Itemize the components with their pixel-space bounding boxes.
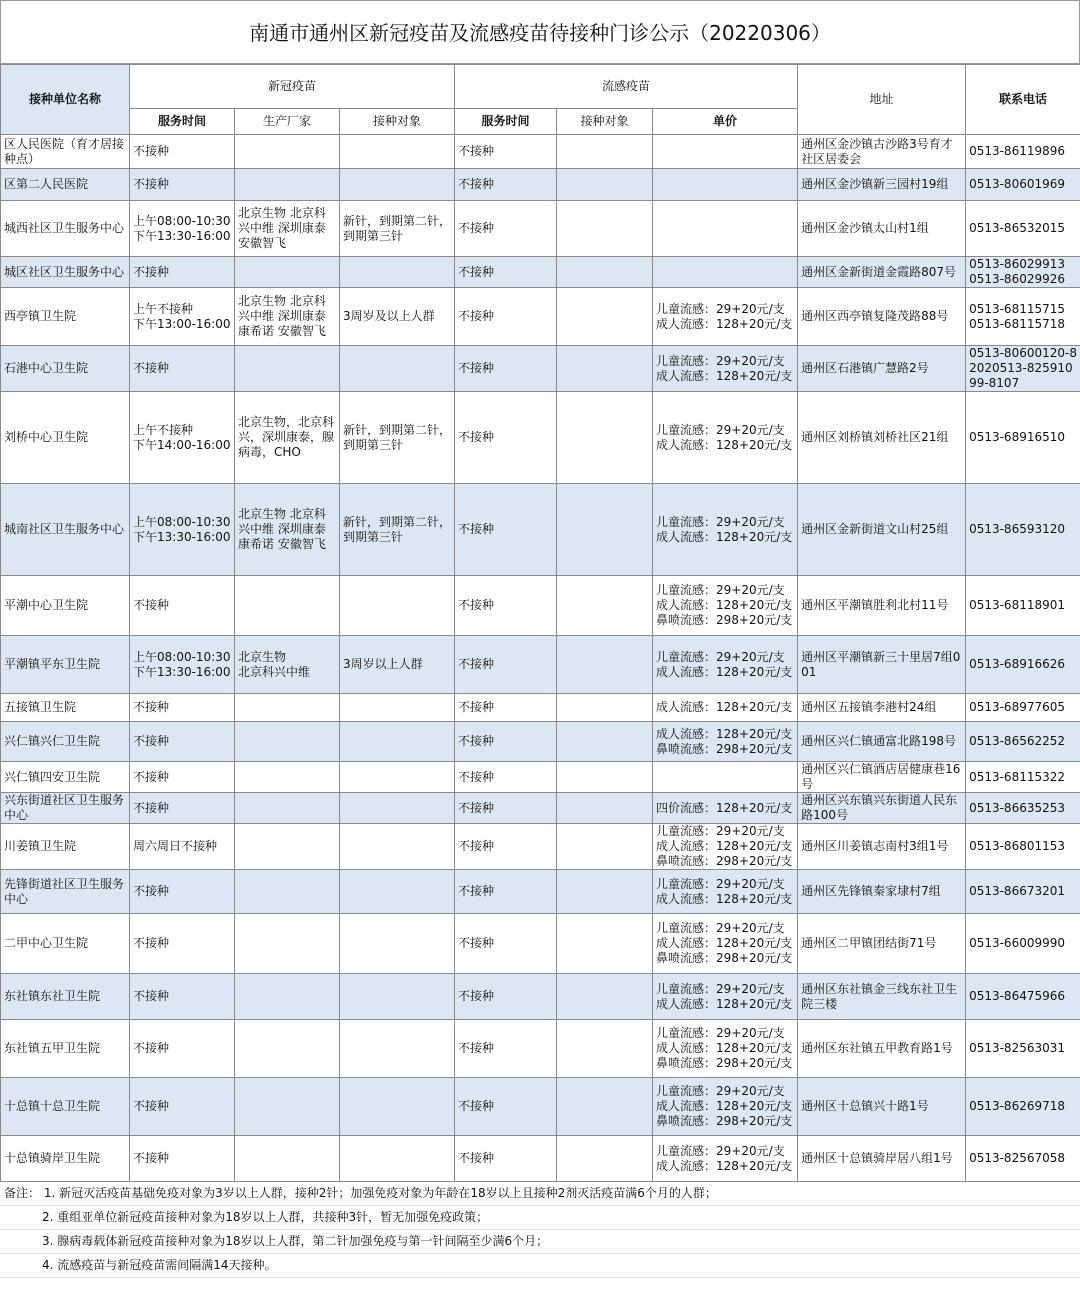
unit-name-cell: 西亭镇卫生院 [1,288,130,346]
flu-time-cell: 不接种 [455,1078,557,1136]
table-row [1,288,1080,346]
flu-target-cell [557,576,653,636]
covid-time-cell: 不接种 [130,1078,235,1136]
address-cell: 通州区平潮镇胜利北村11号 [798,576,966,636]
table-row [1,636,1080,694]
unit-name-cell: 兴仁镇兴仁卫生院 [1,722,130,762]
covid-target-cell: 新针，到期第二针，到期第三针 [340,392,455,484]
address-cell: 通州区兴仁镇酒店居健康巷16号 [798,762,966,793]
unit-name-cell: 兴仁镇四安卫生院 [1,762,130,793]
flu-time-cell: 不接种 [455,914,557,974]
table-row [1,694,1080,722]
unit-name-cell: 刘桥中心卫生院 [1,392,130,484]
unit-name-cell: 十总镇十总卫生院 [1,1078,130,1136]
covid-time-cell: 不接种 [130,722,235,762]
flu-price-cell [653,169,798,201]
header-covid-time: 服务时间 [130,109,235,135]
unit-name-cell: 五接镇卫生院 [1,694,130,722]
notes [0,1182,1080,1278]
flu-time-cell: 不接种 [455,484,557,576]
covid-maker-cell [235,1136,340,1182]
flu-target-cell [557,762,653,793]
covid-time-cell: 不接种 [130,694,235,722]
covid-maker-cell: 北京生物，北京科兴，深圳康泰，腺病毒，CHO [235,392,340,484]
table-row [1,762,1080,793]
flu-time-cell: 不接种 [455,1136,557,1182]
covid-time-cell: 不接种 [130,576,235,636]
covid-target-cell [340,1020,455,1078]
header-address: 地址 [798,65,966,135]
covid-target-cell [340,824,455,870]
flu-target-cell [557,484,653,576]
flu-time-cell: 不接种 [455,169,557,201]
flu-target-cell [557,870,653,914]
flu-price-cell [653,135,798,169]
flu-time-cell: 不接种 [455,392,557,484]
covid-target-cell: 新针，到期第二针，到期第三针 [340,484,455,576]
table-row [1,793,1080,824]
covid-time-cell: 不接种 [130,257,235,288]
flu-price-cell: 儿童流感：29+20元/支 成人流感：128+20元/支 [653,392,798,484]
covid-target-cell [340,135,455,169]
unit-name-cell: 平潮镇平东卫生院 [1,636,130,694]
table-row [1,914,1080,974]
address-cell: 通州区金新街道金霞路807号 [798,257,966,288]
covid-maker-cell: 北京生物 北京科兴中维 深圳康泰 康希诺 安徽智飞 [235,288,340,346]
unit-name-cell: 东社镇东社卫生院 [1,974,130,1020]
flu-time-cell: 不接种 [455,722,557,762]
header-flu-price: 单价 [653,109,798,135]
header-covid-target: 接种对象 [340,109,455,135]
covid-maker-cell [235,1020,340,1078]
phone-cell: 0513-68916510 [966,392,1080,484]
covid-time-cell: 不接种 [130,135,235,169]
address-cell: 通州区先锋镇秦家埭村7组 [798,870,966,914]
table-row [1,201,1080,257]
address-cell: 通州区金沙镇太山村1组 [798,201,966,257]
unit-name-cell: 区第二人民医院 [1,169,130,201]
unit-name-cell: 石港中心卫生院 [1,346,130,392]
covid-maker-cell: 北京生物 北京科兴中维 深圳康泰 安徽智飞 [235,201,340,257]
address-cell: 通州区兴仁镇通富北路198号 [798,722,966,762]
covid-maker-cell [235,135,340,169]
address-cell: 通州区金沙镇新三园村19组 [798,169,966,201]
flu-time-cell: 不接种 [455,257,557,288]
flu-time-cell: 不接种 [455,762,557,793]
flu-price-cell: 儿童流感：29+20元/支 成人流感：128+20元/支 [653,484,798,576]
address-cell: 通州区刘桥镇刘桥社区21组 [798,392,966,484]
header-covid-maker: 生产厂家 [235,109,340,135]
unit-name-cell: 十总镇骑岸卫生院 [1,1136,130,1182]
flu-time-cell: 不接种 [455,636,557,694]
flu-target-cell [557,722,653,762]
covid-maker-cell [235,257,340,288]
phone-cell: 0513-86593120 [966,484,1080,576]
flu-price-cell [653,257,798,288]
covid-time-cell: 上午不接种 下午13:00-16:00 [130,288,235,346]
covid-target-cell [340,257,455,288]
phone-cell: 0513-68118901 [966,576,1080,636]
flu-target-cell [557,974,653,1020]
header-flu: 流感疫苗 [455,65,798,109]
covid-time-cell: 不接种 [130,870,235,914]
flu-time-cell: 不接种 [455,1020,557,1078]
table-row [1,974,1080,1020]
covid-maker-cell [235,974,340,1020]
flu-price-cell: 儿童流感：29+20元/支 成人流感：128+20元/支 鼻喷流感：298+20元/支 [653,576,798,636]
flu-target-cell [557,793,653,824]
phone-cell: 0513-86532015 [966,201,1080,257]
phone-cell: 0513-82563031 [966,1020,1080,1078]
covid-time-cell: 上午08:00-10:30 下午13:30-16:00 [130,484,235,576]
flu-target-cell [557,392,653,484]
covid-time-cell: 上午不接种 下午14:00-16:00 [130,392,235,484]
unit-name-cell: 东社镇五甲卫生院 [1,1020,130,1078]
unit-name-cell: 区人民医院（育才居接种点） [1,135,130,169]
covid-target-cell [340,914,455,974]
table-row [1,484,1080,576]
table-row [1,722,1080,762]
phone-cell: 0513-68916626 [966,636,1080,694]
covid-time-cell: 上午08:00-10:30 下午13:30-16:00 [130,201,235,257]
phone-cell: 0513-86029913 0513-86029926 [966,257,1080,288]
phone-cell: 0513-86801153 [966,824,1080,870]
table-row [1,135,1080,169]
covid-maker-cell [235,870,340,914]
header-flu-target: 接种对象 [557,109,653,135]
covid-maker-cell [235,576,340,636]
note-item: 4. 流感疫苗与新冠疫苗需间隔满14天接种。 [0,1254,1080,1278]
flu-target-cell [557,1078,653,1136]
flu-target-cell [557,346,653,392]
address-cell: 通州区十总镇骑岸居八组1号 [798,1136,966,1182]
address-cell: 通州区平潮镇新三十里居7组001 [798,636,966,694]
covid-target-cell: 3周岁以上人群 [340,636,455,694]
flu-time-cell: 不接种 [455,288,557,346]
flu-price-cell: 儿童流感：29+20元/支 成人流感：128+20元/支 鼻喷流感：298+20元/支 [653,1078,798,1136]
flu-price-cell: 儿童流感：29+20元/支 成人流感：128+20元/支 [653,346,798,392]
unit-name-cell: 二甲中心卫生院 [1,914,130,974]
phone-cell: 0513-80601969 [966,169,1080,201]
address-cell: 通州区川姜镇志南村3组1号 [798,824,966,870]
flu-time-cell: 不接种 [455,201,557,257]
flu-target-cell [557,914,653,974]
covid-maker-cell: 北京生物 北京科兴中维 深圳康泰 康希诺 安徽智飞 [235,484,340,576]
note-item: 2. 重组亚单位新冠疫苗接种对象为18岁以上人群，共接种3针，暂无加强免疫政策； [0,1206,1080,1230]
flu-target-cell [557,169,653,201]
flu-price-cell [653,762,798,793]
unit-name-cell: 平潮中心卫生院 [1,576,130,636]
phone-cell: 0513-86635253 [966,793,1080,824]
flu-time-cell: 不接种 [455,870,557,914]
note-item: 3. 腺病毒载体新冠疫苗接种对象为18岁以上人群，第二针加强免疫与第一针间隔至少满6个月； [0,1230,1080,1254]
phone-cell: 0513-68977605 [966,694,1080,722]
flu-target-cell [557,201,653,257]
covid-maker-cell: 北京生物 北京科兴中维 [235,636,340,694]
page-title: 南通市通州区新冠疫苗及流感疫苗待接种门诊公示（20220306） [0,0,1080,64]
address-cell: 通州区兴东镇兴东街道人民东路100号 [798,793,966,824]
flu-target-cell [557,135,653,169]
unit-name-cell: 兴东街道社区卫生服务中心 [1,793,130,824]
address-cell: 通州区金新街道文山村25组 [798,484,966,576]
covid-time-cell: 不接种 [130,914,235,974]
covid-target-cell [340,169,455,201]
covid-time-cell: 不接种 [130,169,235,201]
header-unit: 接种单位名称 [1,65,130,135]
covid-target-cell [340,762,455,793]
flu-time-cell: 不接种 [455,824,557,870]
flu-time-cell: 不接种 [455,576,557,636]
unit-name-cell: 城南社区卫生服务中心 [1,484,130,576]
covid-target-cell [340,346,455,392]
covid-target-cell [340,1078,455,1136]
table-row [1,1136,1080,1182]
flu-time-cell: 不接种 [455,793,557,824]
covid-time-cell: 不接种 [130,974,235,1020]
address-cell: 通州区十总镇兴十路1号 [798,1078,966,1136]
table-row [1,257,1080,288]
flu-target-cell [557,824,653,870]
table-row [1,169,1080,201]
covid-target-cell [340,870,455,914]
flu-target-cell [557,288,653,346]
flu-time-cell: 不接种 [455,694,557,722]
table-row [1,392,1080,484]
phone-cell: 0513-82567058 [966,1136,1080,1182]
flu-price-cell: 儿童流感：29+20元/支 成人流感：128+20元/支 [653,870,798,914]
phone-cell: 0513-86673201 [966,870,1080,914]
address-cell: 通州区二甲镇团结街71号 [798,914,966,974]
covid-target-cell [340,694,455,722]
covid-target-cell: 新针，到期第二针，到期第三针 [340,201,455,257]
flu-target-cell [557,694,653,722]
flu-target-cell [557,1136,653,1182]
phone-cell: 0513-86475966 [966,974,1080,1020]
covid-maker-cell [235,694,340,722]
address-cell: 通州区西亭镇复隆茂路88号 [798,288,966,346]
address-cell: 通州区东社镇五甲教育路1号 [798,1020,966,1078]
phone-cell: 0513-68115715 0513-68115718 [966,288,1080,346]
table-row [1,346,1080,392]
flu-price-cell: 成人流感：128+20元/支 [653,694,798,722]
flu-target-cell [557,636,653,694]
flu-time-cell: 不接种 [455,135,557,169]
table-row [1,576,1080,636]
table-row [1,870,1080,914]
header-phone: 联系电话 [966,65,1080,135]
flu-price-cell: 儿童流感：29+20元/支 成人流感：128+20元/支 [653,1136,798,1182]
flu-price-cell: 儿童流感：29+20元/支 成人流感：128+20元/支 [653,288,798,346]
table-row [1,1020,1080,1078]
flu-price-cell: 成人流感：128+20元/支 鼻喷流感：298+20元/支 [653,722,798,762]
covid-target-cell [340,974,455,1020]
unit-name-cell: 城区社区卫生服务中心 [1,257,130,288]
covid-time-cell: 周六周日不接种 [130,824,235,870]
header-covid: 新冠疫苗 [130,65,455,109]
covid-maker-cell [235,824,340,870]
address-cell: 通州区五接镇李港村24组 [798,694,966,722]
address-cell: 通州区石港镇广慧路2号 [798,346,966,392]
covid-time-cell: 上午08:00-10:30 下午13:30-16:00 [130,636,235,694]
phone-cell: 0513-66009990 [966,914,1080,974]
flu-time-cell: 不接种 [455,346,557,392]
covid-maker-cell [235,722,340,762]
covid-time-cell: 不接种 [130,793,235,824]
table-row [1,1078,1080,1136]
covid-maker-cell [235,914,340,974]
covid-maker-cell [235,762,340,793]
covid-target-cell [340,576,455,636]
covid-target-cell [340,793,455,824]
phone-cell: 0513-80600120-82020513-82591099-8107 [966,346,1080,392]
phone-cell: 0513-86269718 [966,1078,1080,1136]
address-cell: 通州区东社镇金三线东社卫生院三楼 [798,974,966,1020]
covid-maker-cell [235,346,340,392]
covid-time-cell: 不接种 [130,762,235,793]
flu-target-cell [557,257,653,288]
flu-price-cell: 儿童流感：29+20元/支 成人流感：128+20元/支 [653,974,798,1020]
flu-price-cell: 儿童流感：29+20元/支 成人流感：128+20元/支 [653,636,798,694]
covid-target-cell [340,1136,455,1182]
phone-cell: 0513-68115322 [966,762,1080,793]
flu-price-cell: 儿童流感：29+20元/支 成人流感：128+20元/支 鼻喷流感：298+20元/支 [653,824,798,870]
unit-name-cell: 先锋街道社区卫生服务中心 [1,870,130,914]
covid-maker-cell [235,1078,340,1136]
flu-time-cell: 不接种 [455,974,557,1020]
covid-time-cell: 不接种 [130,1136,235,1182]
table-row [1,824,1080,870]
flu-price-cell: 四价流感：128+20元/支 [653,793,798,824]
covid-time-cell: 不接种 [130,346,235,392]
covid-time-cell: 不接种 [130,1020,235,1078]
flu-price-cell [653,201,798,257]
flu-price-cell: 儿童流感：29+20元/支 成人流感：128+20元/支 鼻喷流感：298+20元/支 [653,914,798,974]
unit-name-cell: 川姜镇卫生院 [1,824,130,870]
flu-price-cell: 儿童流感：29+20元/支 成人流感：128+20元/支 鼻喷流感：298+20元/支 [653,1020,798,1078]
phone-cell: 0513-86562252 [966,722,1080,762]
covid-maker-cell [235,793,340,824]
covid-target-cell [340,722,455,762]
clinic-table [0,64,1080,1182]
unit-name-cell: 城西社区卫生服务中心 [1,201,130,257]
header-flu-time: 服务时间 [455,109,557,135]
note-item: 备注： 1. 新冠灭活疫苗基础免疫对象为3岁以上人群，接种2针；加强免疫对象为年龄在18岁以上且接种2剂灭活疫苗满6个月的人群； [0,1182,1080,1206]
address-cell: 通州区金沙镇古沙路3号育才社区居委会 [798,135,966,169]
phone-cell: 0513-86119896 [966,135,1080,169]
covid-maker-cell [235,169,340,201]
flu-target-cell [557,1020,653,1078]
covid-target-cell: 3周岁及以上人群 [340,288,455,346]
